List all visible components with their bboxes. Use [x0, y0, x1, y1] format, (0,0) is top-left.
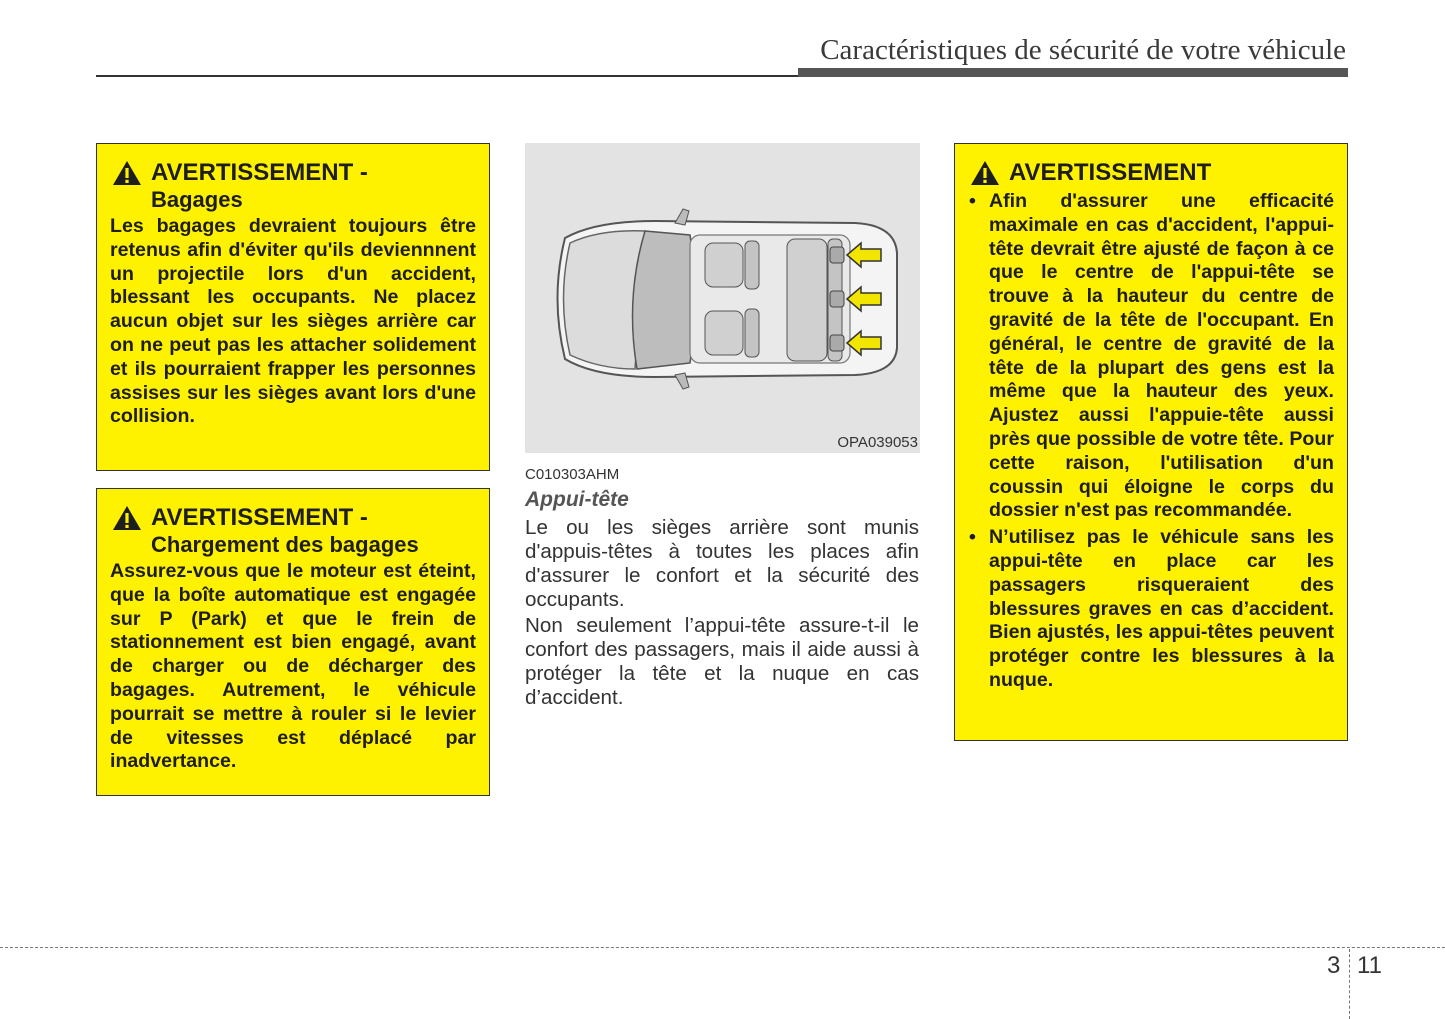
warning-title-text: AVERTISSEMENT -: [151, 159, 368, 186]
warning-bullet: • N’utilisez pas le véhicule sans les appui-tête en place car les passagers risqueraient des blessures graves en cas d’accident. Bien ajustés, les appui-têtes peuvent protéger contre les blessures à la nuque.: [968, 526, 1334, 693]
paragraph: Non seulement l’appui-tête assure-t-il le confort des passagers, mais il aide aussi à protéger la tête et la nuque en cas d’accident.: [525, 614, 919, 709]
warning-bullet: • Afin d'assurer une efficacité maximale en cas d'accident, l'appui-tête devrait être ajusté de façon à ce que le centre de l'appui-tête se trouve à la hauteur du centre de gravité de la tête de l'occupant. En général, le centre de gravité de la tête de la plupart des gens est la même que la hauteur des yeux. Ajustez aussi l'appuie-tête aussi près que possible de votre tête. Pour cette raison, l'utilisation d'un coussin qui éloigne le corps du dossier n'est pas recommandée.: [968, 190, 1334, 523]
warning-triangle-icon: [112, 505, 142, 531]
car-headrest-figure: [525, 143, 920, 453]
warning-bullet-list: [968, 190, 1334, 693]
figure-code: OPA039053: [837, 434, 918, 451]
warning-box-chargement: [96, 488, 490, 796]
warning-title-text: AVERTISSEMENT: [1009, 159, 1212, 186]
warning-box-appui-tete: [954, 143, 1348, 741]
chapter-number: 3: [1327, 952, 1341, 979]
reference-code: C010303AHM: [525, 466, 620, 483]
paragraph: Le ou les sièges arrière sont munis d'appuis-têtes à toutes les places afin d'assurer le confort et la sécurité des occupants.: [525, 516, 919, 611]
warning-body: Les bagages devraient toujours être retenus afin d'éviter qu'ils deviennnent un projectile lors d'un accident, blessant les occupants. Ne placez aucun objet sur les sièges arrière car on ne peut pas les attacher solidement et ils pourraient frapper les personnes assises sur les sièges avant lors d'une collision.: [110, 215, 476, 428]
footer-dashed-rule: [0, 947, 1445, 948]
warning-subtitle: Bagages: [151, 187, 243, 212]
warning-triangle-icon: [112, 160, 142, 186]
header-rule: [96, 75, 798, 77]
warning-triangle-icon: [970, 160, 1000, 186]
header-bar: [798, 68, 1348, 77]
page-number: 11: [1357, 952, 1382, 979]
warning-box-bagages: [96, 143, 490, 471]
warning-title: [110, 159, 476, 186]
warning-title: [968, 159, 1334, 186]
section-heading: Appui-tête: [525, 488, 629, 511]
page-header-title: Caractéristiques de sécurité de votre véhicule: [820, 34, 1346, 66]
footer-page-divider: [1349, 949, 1350, 1019]
warning-title-text: AVERTISSEMENT -: [151, 504, 368, 531]
car-top-view-illustration: [525, 143, 920, 453]
warning-subtitle: Chargement des bagages: [151, 532, 419, 557]
warning-body: Assurez-vous que le moteur est éteint, que la boîte automatique est engagée sur P (Park) et que le frein de stationnement est bien engagé, avant de charger ou de décharger des bagages. Autrement, le véhicule pourrait se mettre à rouler si le levier de vitesses est déplacé par inadvertance.: [110, 560, 476, 773]
warning-title: [110, 504, 476, 531]
